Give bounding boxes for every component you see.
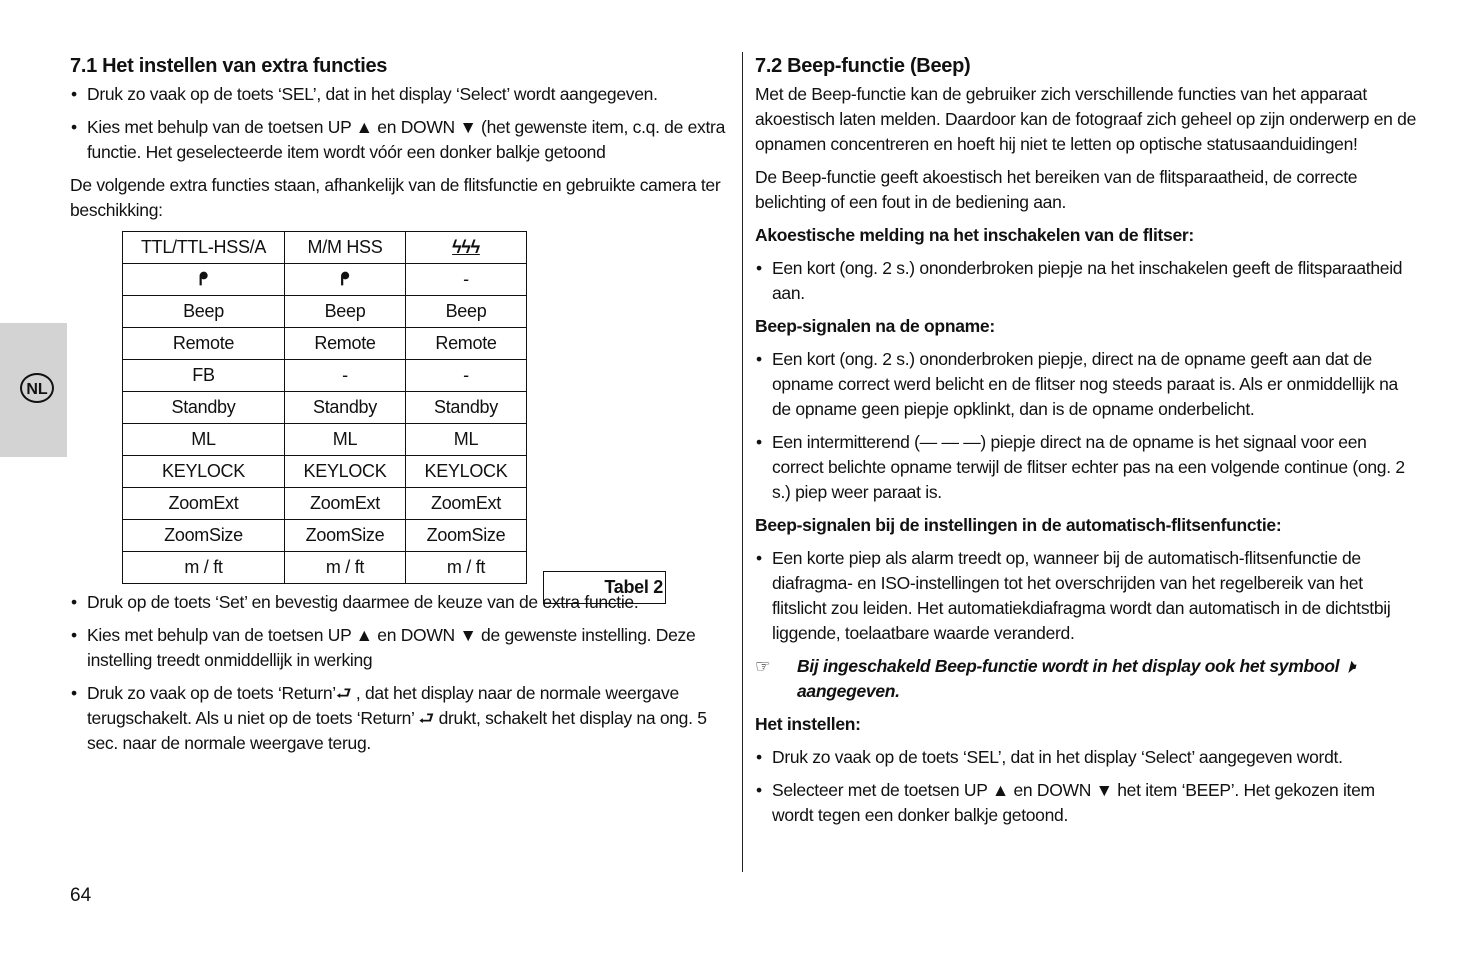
table-wrapper xyxy=(70,231,732,597)
table-cell: ML xyxy=(285,424,406,456)
table-cell: FB xyxy=(123,360,285,392)
table-row xyxy=(123,456,527,488)
column-divider xyxy=(742,52,743,872)
macro-flower-icon: ᖰ xyxy=(285,264,406,296)
note xyxy=(755,654,1417,704)
table-cell: Standby xyxy=(123,392,285,424)
subheading: Beep-signalen bij de instellingen in de automatisch-flitsenfunctie: xyxy=(755,515,1282,535)
list-item: • Een kort (ong. 2 s.) ononderbroken piepje na het inschakelen geeft de flitsparaatheid aan. xyxy=(755,256,1417,306)
table-cell: Beep xyxy=(406,296,527,328)
table-row xyxy=(123,424,527,456)
table-header-cell: TTL/TTL-HSS/A xyxy=(123,232,285,264)
table-cell: m / ft xyxy=(285,552,406,584)
table-cell: ML xyxy=(406,424,527,456)
table-cell: Beep xyxy=(285,296,406,328)
table-row xyxy=(123,552,527,584)
table-header-cell: M/M HSS xyxy=(285,232,406,264)
paragraph: De Beep-functie geeft akoestisch het bereiken van de flitsparaatheid, de correcte belichting of een fout in de bediening aan. xyxy=(755,167,1358,212)
subheading: Beep-signalen na de opname: xyxy=(755,316,995,336)
table-cell: ZoomSize xyxy=(285,520,406,552)
table-row xyxy=(123,328,527,360)
table-cell: Standby xyxy=(285,392,406,424)
table-row xyxy=(123,360,527,392)
list-item: • Kies met behulp van de toetsen UP ▲ en DOWN ▼ de gewenste instelling. Deze instelling treedt onmiddellijk in werking xyxy=(70,623,732,673)
list-item: • Druk zo vaak op de toets ‘SEL’, dat in het display ‘Select’ wordt aangegeven. xyxy=(70,82,732,107)
table-cell: m / ft xyxy=(406,552,527,584)
section-heading-7-1: 7.1 Het instellen van extra functies xyxy=(70,55,388,77)
subheading: Akoestische melding na het inschakelen van de flitser: xyxy=(755,225,1194,245)
table-cell: Beep xyxy=(123,296,285,328)
list-item: • Kies met behulp van de toetsen UP ▲ en DOWN ▼ (het gewenste item, c.q. de extra functie. Het geselecteerde item wordt vóór een donker balkje getoond xyxy=(70,115,732,165)
table-cell: Remote xyxy=(285,328,406,360)
table-cell: ML xyxy=(123,424,285,456)
list-item: • Druk zo vaak op de toets ‘Return’⮐ , dat het display naar de normale weergave terugschakelt. Als u niet op de toets ‘Return’ ⮐ drukt, schakelt het display na ong. 5 sec. naar de normale weergave terug. xyxy=(70,681,732,756)
page-number: 64 xyxy=(70,885,92,906)
table-row xyxy=(123,520,527,552)
table-row xyxy=(123,488,527,520)
table-cell: ZoomSize xyxy=(123,520,285,552)
table-cell: Remote xyxy=(123,328,285,360)
note-text: Bij ingeschakeld Beep-functie wordt in het display ook het symbool 🕨 aangegeven. xyxy=(797,656,1355,701)
section-heading-7-2: 7.2 Beep-functie (Beep) xyxy=(755,55,971,77)
table-header-row xyxy=(123,232,527,264)
table-cell: KEYLOCK xyxy=(123,456,285,488)
list-item: • Selecteer met de toetsen UP ▲ en DOWN ▼ het item ‘BEEP’. Het gekozen item wordt tegen een donker balkje getoond. xyxy=(755,778,1417,828)
table-cell: m / ft xyxy=(123,552,285,584)
table-row xyxy=(123,296,527,328)
table-cell: Remote xyxy=(406,328,527,360)
table-cell: KEYLOCK xyxy=(285,456,406,488)
table-cell: KEYLOCK xyxy=(406,456,527,488)
table-caption: Tabel 2 xyxy=(543,571,666,604)
list-item: • Een korte piep als alarm treedt op, wanneer bij de automatisch-flitsenfunctie de diafragma- en ISO-instellingen tot het overschrijden van het regelbereik van het flitslicht zou leiden. Het automatiekdiafragma wordt dan automatisch in de dichtstbij liggende, toelaatbare waarde veranderd. xyxy=(755,546,1417,646)
table-cell: ZoomExt xyxy=(285,488,406,520)
table-row xyxy=(123,264,527,296)
left-column xyxy=(70,52,732,764)
macro-flower-icon: ᖰ xyxy=(123,264,285,296)
table-cell: - xyxy=(406,264,527,296)
table-cell: - xyxy=(406,360,527,392)
pointing-hand-icon: ☞ xyxy=(755,656,771,676)
table-cell: - xyxy=(285,360,406,392)
list-item: • Druk op de toets ‘Set’ en bevestig daarmee de keuze van de extra functie. xyxy=(70,590,732,615)
language-badge: NL xyxy=(20,373,54,403)
table-cell: ZoomExt xyxy=(123,488,285,520)
table-row xyxy=(123,392,527,424)
flash-mode-icon: ϟϟϟ xyxy=(452,237,480,257)
functions-table xyxy=(122,231,527,584)
table-cell: ZoomSize xyxy=(406,520,527,552)
table-header-cell xyxy=(406,232,527,264)
list-item: • Druk zo vaak op de toets ‘SEL’, dat in het display ‘Select’ aangegeven wordt. xyxy=(755,745,1417,770)
list-item: • Een intermitterend (— — —) piepje direct na de opname is het signaal voor een correct belichte opname terwijl de flitser echter pas na een volgende continue (ong. 2 s.) piep weer paraat is. xyxy=(755,430,1417,505)
table-cell: ZoomExt xyxy=(406,488,527,520)
subheading: Het instellen: xyxy=(755,714,861,734)
table-cell: Standby xyxy=(406,392,527,424)
right-column xyxy=(755,52,1417,836)
intro-paragraph: De volgende extra functies staan, afhankelijk van de flitsfunctie en gebruikte camera ter beschikking: xyxy=(70,175,721,220)
list-item: • Een kort (ong. 2 s.) ononderbroken piepje, direct na de opname geeft aan dat de opname correct werd belicht en de flitser nog steeds paraat is. Als er onmiddellijk na de opname geen piepje opklinkt, dan is de opname onderbelicht. xyxy=(755,347,1417,422)
paragraph: Met de Beep-functie kan de gebruiker zich verschillende functies van het apparaat akoestisch laten melden. Daardoor kan de fotograaf zich geheel op zijn onderwerp en de opnamen concentreren en hoeft hij niet te letten op optische statusaanduidingen! xyxy=(755,84,1417,154)
